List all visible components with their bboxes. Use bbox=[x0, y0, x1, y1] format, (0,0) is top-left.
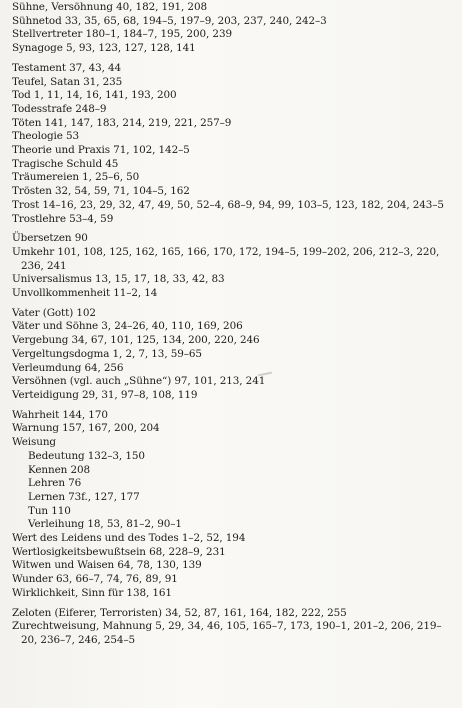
index-entry: Tod 1, 11, 14, 16, 141, 193, 200 bbox=[12, 89, 177, 102]
index-entry: Theorie und Praxis 71, 102, 142–5 bbox=[12, 144, 190, 157]
index-subentry: Tun 110 bbox=[28, 504, 71, 517]
index-entry: Weisung bbox=[12, 436, 56, 449]
index-entry: Stellvertreter 180–1, 184–7, 195, 200, 239 bbox=[12, 28, 232, 41]
index-entry: Träumereien 1, 25–6, 50 bbox=[12, 171, 140, 184]
index-entry: Wirklichkeit, Sinn für 138, 161 bbox=[12, 586, 172, 599]
index-entry: Zeloten (Eiferer, Terroristen) 34, 52, 87, 161, 164, 182, 222, 255 bbox=[12, 606, 347, 619]
index-entry: Wertlosigkeitsbewußtsein 68, 228–9, 231 bbox=[12, 545, 226, 558]
index-subentry: Bedeutung 132–3, 150 bbox=[28, 449, 145, 462]
index-entry: Todesstrafe 248–9 bbox=[12, 102, 107, 115]
index-entry: Vergeltungsdogma 1, 2, 7, 13, 59–65 bbox=[12, 347, 202, 360]
index-entry: Übersetzen 90 bbox=[12, 232, 88, 245]
index-entry: Väter und Söhne 3, 24–26, 40, 110, 169, 206 bbox=[12, 320, 243, 333]
index-entry: Umkehr 101, 108, 125, 162, 165, 166, 170, 172, 194–5, 199–202, 206, 212–3, 220, 236, 241 bbox=[12, 245, 440, 272]
index-entry: Verteidigung 29, 31, 97–8, 108, 119 bbox=[12, 388, 198, 401]
index-entry: Trostlehre 53–4, 59 bbox=[12, 212, 114, 225]
index-entry: Warnung 157, 167, 200, 204 bbox=[12, 422, 160, 435]
index-entry: Versöhnen (vgl. auch „Sühne“) 97, 101, 213, 241 bbox=[12, 375, 266, 388]
index-entry: Vergebung 34, 67, 101, 125, 134, 200, 220, 246 bbox=[12, 334, 260, 347]
index-entry: Witwen und Waisen 64, 78, 130, 139 bbox=[12, 559, 202, 572]
index-entry: Wert des Leidens und des Todes 1–2, 52, 194 bbox=[12, 532, 246, 545]
index-entry: Töten 141, 147, 183, 214, 219, 221, 257–9 bbox=[12, 116, 232, 129]
index-entry: Wahrheit 144, 170 bbox=[12, 408, 108, 421]
index-entry: Zurechtweisung, Mahnung 5, 29, 34, 46, 105, 165–7, 173, 190–1, 201–2, 206, 219–20, 236–7, 246, 254–5 bbox=[12, 620, 442, 646]
index-entry: Tragische Schuld 45 bbox=[12, 157, 119, 170]
index-entry: Universalismus 13, 15, 17, 18, 33, 42, 83 bbox=[12, 273, 225, 286]
index-entry: Theologie 53 bbox=[12, 130, 80, 143]
index-subentry: Kennen 208 bbox=[28, 463, 90, 476]
index-entry: Teufel, Satan 31, 235 bbox=[12, 75, 123, 88]
subject-index bbox=[12, 1, 452, 648]
index-subentry: Lehren 76 bbox=[28, 477, 82, 490]
index-entry: Synagoge 5, 93, 123, 127, 128, 141 bbox=[12, 42, 196, 55]
index-entry: Trost 14–16, 23, 29, 32, 47, 49, 50, 52–4, 68–9, 94, 99, 103–5, 123, 182, 204, 243–5 bbox=[12, 198, 444, 211]
index-subentry: Verleihung 18, 53, 81–2, 90–1 bbox=[28, 518, 182, 531]
index-entry: Vater (Gott) 102 bbox=[12, 306, 96, 319]
index-entry: Wunder 63, 66–7, 74, 76, 89, 91 bbox=[12, 573, 178, 586]
index-entry: Trösten 32, 54, 59, 71, 104–5, 162 bbox=[12, 185, 190, 198]
index-entry: Sühne, Versöhnung 40, 182, 191, 208 bbox=[12, 1, 207, 13]
index-entry: Testament 37, 43, 44 bbox=[12, 61, 122, 74]
index-entry: Unvollkommenheit 11–2, 14 bbox=[12, 287, 158, 300]
index-entry: Verleumdung 64, 256 bbox=[12, 361, 124, 374]
index-entry: Sühnetod 33, 35, 65, 68, 194–5, 197–9, 203, 237, 240, 242–3 bbox=[12, 14, 327, 27]
index-subentry: Lernen 73f., 127, 177 bbox=[28, 490, 140, 503]
